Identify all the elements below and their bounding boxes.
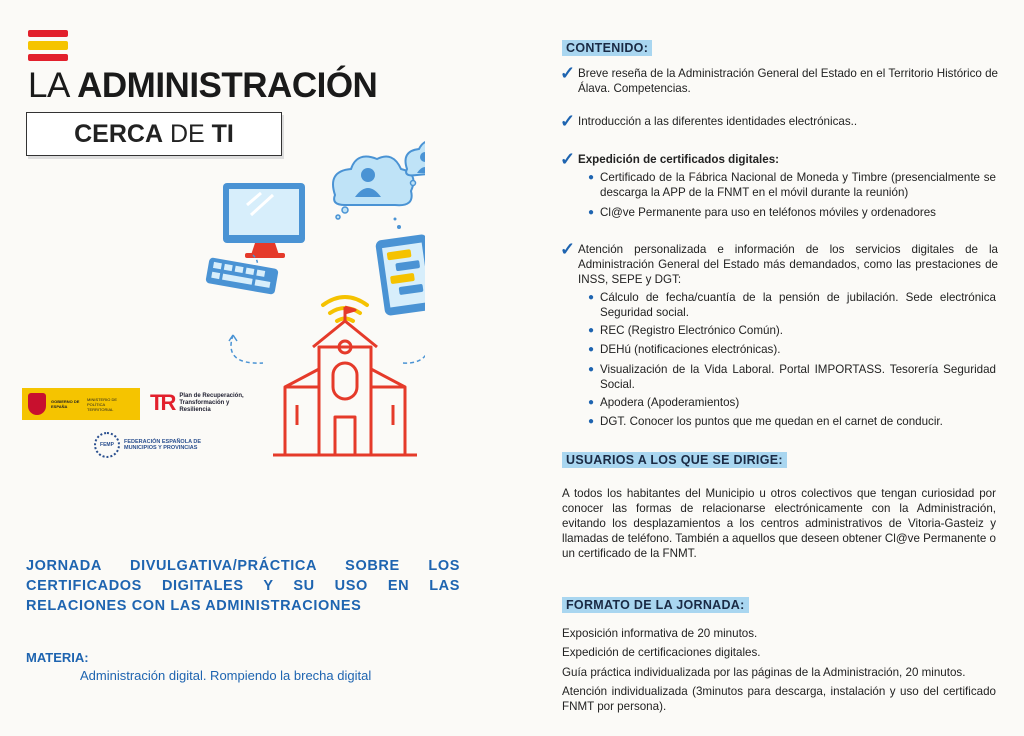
- contenido-item-4: [560, 239, 998, 287]
- contenido-item-1: [560, 63, 998, 96]
- townhall-icon: [273, 307, 417, 455]
- contenido-item-3-sub-2: [588, 205, 996, 220]
- user-cloud-icon: [333, 157, 413, 219]
- bullet-icon: ●: [588, 172, 595, 183]
- monitor-icon: [223, 183, 305, 258]
- page-title: [28, 66, 377, 106]
- item-text: Atención personalizada e información de los servicios digitales de la Administración General del Estado más demandados, como las prestaciones de INSS, SEPE y DGT:: [578, 243, 998, 286]
- item-text: DEHú (notificaciones electrónicas).: [600, 343, 781, 356]
- contenido-item-2: [560, 111, 998, 131]
- item-text: DGT. Conocer los puntos que me quedan en el carnet de conducir.: [600, 415, 943, 428]
- item-text: REC (Registro Electrónico Común).: [600, 324, 783, 337]
- gob-line-2: MINISTERIO DE POLÍTICA TERRITORIAL: [87, 396, 118, 412]
- formato-line-3: Guía práctica individualizada por las páginas de la Administración, 20 minutos.: [562, 666, 966, 679]
- contenido-item-4-sub-1: [588, 290, 996, 320]
- materia-value: Administración digital. Rompiendo la brecha digital: [80, 668, 372, 683]
- keyboard-icon: [205, 255, 278, 295]
- gob-line-1: GOBIERNO DE ESPAÑA: [51, 399, 80, 409]
- title-main-word: ADMINISTRACIÓN: [77, 66, 378, 105]
- item-text: Breve reseña de la Administración General del Estado en el Territorio Histórico de Álava. Competencias.: [578, 67, 998, 95]
- item-text: Apodera (Apoderamientos): [600, 396, 740, 409]
- femp-mark: FEMP: [94, 432, 120, 458]
- contenido-item-4-sub-3: [588, 342, 996, 357]
- item-text: Cálculo de fecha/cuantía de la pensión de jubilación. Sede electrónica Seguridad social.: [600, 291, 996, 319]
- checkmark-icon: ✓: [560, 149, 576, 169]
- usuarios-heading: USUARIOS A LOS QUE SE DIRIGE:: [562, 452, 787, 468]
- tr-text: Plan de Recuperación, Transformación y Resiliencia: [179, 392, 244, 413]
- plan-recuperacion-logo: [150, 390, 259, 416]
- checkmark-icon: ✓: [560, 239, 576, 259]
- title-prefix: LA: [28, 66, 68, 105]
- bullet-icon: ●: [588, 364, 595, 375]
- checkmark-icon: ✓: [560, 111, 576, 131]
- contenido-item-4-sub-2: [588, 323, 996, 338]
- bullet-icon: ●: [588, 292, 595, 303]
- checkmark-icon: ✓: [560, 63, 576, 83]
- formato-line-2: Expedición de certificaciones digitales.: [562, 646, 761, 659]
- bullet-icon: ●: [588, 344, 595, 355]
- bullet-icon: ●: [588, 416, 595, 427]
- event-title: JORNADA DIVULGATIVA/PRÁCTICA SOBRE LOS CERTIFICADOS DIGITALES Y SU USO EN LAS RELACIONES CON LAS ADMINISTRACIONES: [26, 558, 460, 614]
- materia-label: MATERIA:: [26, 650, 89, 665]
- item-text: Introducción a las diferentes identidades electrónicas..: [578, 115, 858, 128]
- arrow-right-icon: [403, 331, 425, 363]
- tr-mark: TR: [150, 390, 174, 415]
- bullet-icon: ●: [588, 397, 595, 408]
- item-text: Cl@ve Permanente para uso en teléfonos móviles y ordenadores: [600, 206, 936, 219]
- formato-line-4: Atención individualizada (3minutos para descarga, instalación y uso del certificado FNMT por persona).: [562, 685, 996, 713]
- formato-heading: FORMATO DE LA JORNADA:: [562, 597, 749, 613]
- contenido-item-3-sub-1: [588, 170, 996, 200]
- bullet-icon: ●: [588, 207, 595, 218]
- gobierno-espana-logo: [22, 388, 140, 420]
- subtitle-word-1: CERCA: [74, 120, 164, 148]
- formato-line-1: Exposición informativa de 20 minutos.: [562, 627, 758, 640]
- bullet-icon: ●: [588, 325, 595, 336]
- contenido-item-4-sub-4: [588, 362, 996, 392]
- subtitle-word-2: DE: [169, 120, 205, 148]
- femp-logo: [94, 432, 224, 458]
- contenido-item-3: [560, 149, 998, 169]
- spain-flag-icon: [28, 30, 68, 65]
- subtitle-word-3: TI: [211, 120, 234, 148]
- contenido-item-4-sub-6: [588, 414, 996, 429]
- coat-of-arms-icon: [28, 393, 46, 415]
- item-text: Certificado de la Fábrica Nacional de Moneda y Timbre (presencialmente se descarga la APP de la FNMT en el móvil durante la reunión): [600, 171, 996, 199]
- contenido-heading: CONTENIDO:: [562, 40, 652, 56]
- femp-text: FEDERACIÓN ESPAÑOLA DE MUNICIPIOS Y PROVINCIAS: [124, 438, 202, 451]
- usuarios-text: A todos los habitantes del Municipio u otros colectivos que tengan curiosidad por conocer las formas de relacionarse electrónicamente con la Administración, evitando los desplazamientos a los centros administrativos de Vitoria-Gasteiz y llamadas de teléfono. También a aquellos que deseen obtener Cl@ve Permanente o un certificado de la FNMT.: [562, 487, 996, 560]
- item-text: Visualización de la Vida Laboral. Portal IMPORTASS. Tesorería Seguridad Social.: [600, 363, 996, 391]
- contenido-item-4-sub-5: [588, 395, 996, 410]
- tablet-icon: [375, 218, 425, 317]
- item-text: Expedición de certificados digitales:: [578, 153, 780, 166]
